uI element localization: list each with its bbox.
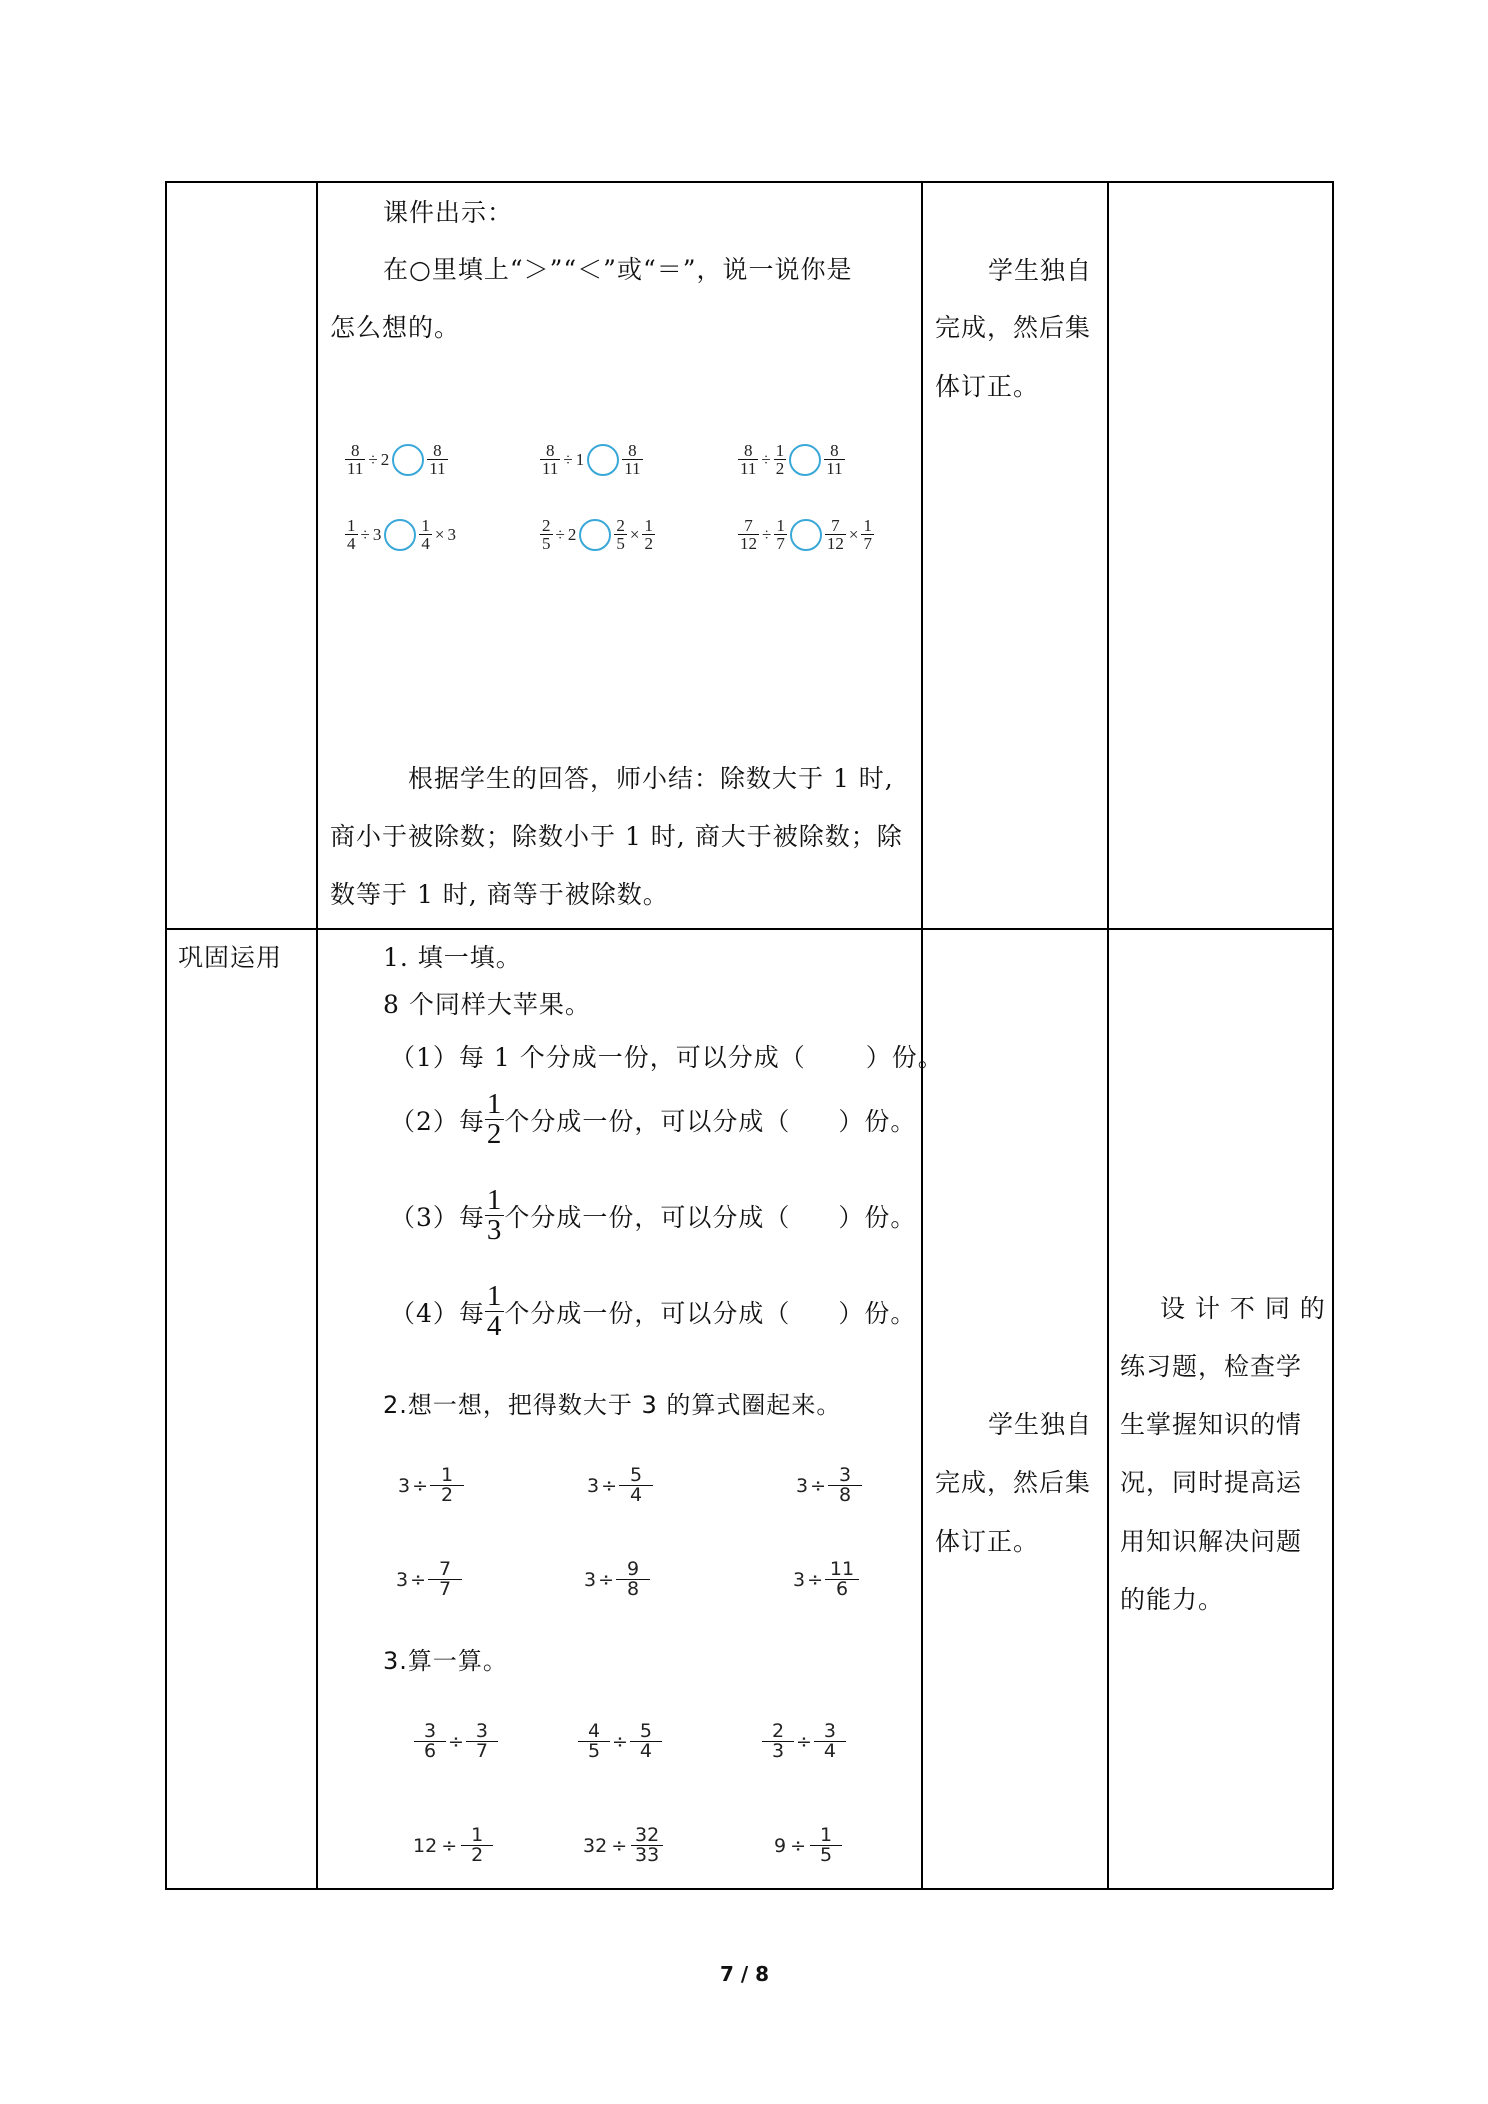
design-intent-line: 练习题，检查学 <box>1120 1352 1303 1381</box>
q3-item: 12 ÷ $\frac{1}{2}$ <box>413 1826 493 1865</box>
design-intent-line: 用知识解决问题 <box>1120 1527 1303 1556</box>
table-col-5 <box>1332 181 1334 1889</box>
student-activity-line: 体订正。 <box>935 372 1040 401</box>
stage-label: 巩固运用 <box>178 943 283 972</box>
table-col-2 <box>316 181 318 1889</box>
content-line-1: 课件出示： <box>383 198 514 227</box>
compare-circle[interactable] <box>384 519 416 551</box>
design-intent-line: 的能力。 <box>1120 1585 1225 1614</box>
q3-item: $\frac{3}{6}$ ÷ $\frac{3}{7}$ <box>414 1722 498 1761</box>
student-activity-line: 学生独自 <box>988 256 1093 285</box>
student-activity-line: 完成，然后集 <box>935 1468 1092 1497</box>
content-line-3: 怎么想的。 <box>330 313 461 342</box>
table-border-bottom <box>165 1888 1333 1890</box>
compare-circle[interactable] <box>587 444 619 476</box>
q3-item: 32 ÷ $\frac{32}{33}$ <box>583 1826 663 1865</box>
q3-item: 9 ÷ $\frac{1}{5}$ <box>774 1826 842 1865</box>
table-col-4 <box>1107 181 1109 1889</box>
student-activity-line: 完成，然后集 <box>935 313 1092 342</box>
q1-intro: 8 个同样大苹果。 <box>383 990 591 1019</box>
compare-item: $\frac{8}{11}$ ÷ 1 $\frac{8}{11}$ <box>542 441 641 478</box>
q3-item: $\frac{4}{5}$ ÷ $\frac{5}{4}$ <box>578 1722 662 1761</box>
q3-item: $\frac{2}{3}$ ÷ $\frac{3}{4}$ <box>762 1722 846 1761</box>
q1-title: 1. 填一填。 <box>383 943 522 972</box>
compare-circle[interactable] <box>790 519 822 551</box>
q2-title: 2.想一想，把得数大于 3 的算式圈起来。 <box>383 1391 842 1419</box>
q1-item: （4）每 $\frac{1}{4}$ 个分成一份，可以分成（ ）份。 <box>390 1280 917 1342</box>
q2-item[interactable]: 3 ÷ $\frac{3}{8}$ <box>796 1466 862 1505</box>
table-border-top <box>165 181 1333 183</box>
compare-circle[interactable] <box>579 519 611 551</box>
compare-item: $\frac{8}{11}$ ÷ 2 $\frac{8}{11}$ <box>347 441 446 478</box>
design-intent-line: 况，同时提高运 <box>1120 1468 1303 1497</box>
compare-item: $\frac{8}{11}$ ÷ $\frac{1}{2}$ $\frac{8}{11}$ <box>740 441 843 478</box>
summary-line-2: 商小于被除数；除数小于 1 时, 商大于被除数；除 <box>330 822 903 851</box>
table-col-1 <box>165 181 167 1889</box>
summary-line-1: 根据学生的回答，师小结：除数大于 1 时, <box>408 764 894 793</box>
q1-item: （1）每 1 个分成一份，可以分成（ ）份。 <box>390 1043 944 1072</box>
compare-item: $\frac{1}{4}$ ÷ 3 $\frac{1}{4}$ × 3 <box>347 516 456 553</box>
q1-item: （3）每 $\frac{1}{3}$ 个分成一份，可以分成（ ）份。 <box>390 1184 917 1246</box>
compare-item: $\frac{2}{5}$ ÷ 2 $\frac{2}{5}$ × $\frac{1}{2}$ <box>542 516 653 553</box>
student-activity-line: 体订正。 <box>935 1527 1040 1556</box>
q2-item[interactable]: 3 ÷ $\frac{5}{4}$ <box>587 1466 653 1505</box>
table-col-3 <box>921 181 923 1889</box>
summary-line-3: 数等于 1 时, 商等于被除数。 <box>330 880 669 909</box>
compare-circle[interactable] <box>392 444 424 476</box>
q2-item[interactable]: 3 ÷ $\frac{11}{6}$ <box>793 1560 859 1599</box>
q2-item[interactable]: 3 ÷ $\frac{7}{7}$ <box>396 1560 462 1599</box>
content-line-2: 在○里填上“＞”“＜”或“＝”，说一说你是 <box>383 255 853 284</box>
page-number: 7 / 8 <box>720 1962 770 1986</box>
design-intent-line: 生掌握知识的情 <box>1120 1410 1303 1439</box>
q2-item[interactable]: 3 ÷ $\frac{1}{2}$ <box>398 1466 464 1505</box>
compare-circle[interactable] <box>789 444 821 476</box>
table-border-mid <box>165 928 1333 930</box>
q3-title: 3.算一算。 <box>383 1647 508 1675</box>
q2-item[interactable]: 3 ÷ $\frac{9}{8}$ <box>584 1560 650 1599</box>
q1-item: （2）每 $\frac{1}{2}$ 个分成一份，可以分成（ ）份。 <box>390 1088 917 1150</box>
design-intent-line: 设 计 不 同 的 <box>1160 1294 1326 1323</box>
compare-item: $\frac{7}{12}$ ÷ $\frac{1}{7}$ $\frac{7}{12}$ × $\frac{1}{7}$ <box>740 516 872 553</box>
student-activity-line: 学生独自 <box>988 1410 1093 1439</box>
